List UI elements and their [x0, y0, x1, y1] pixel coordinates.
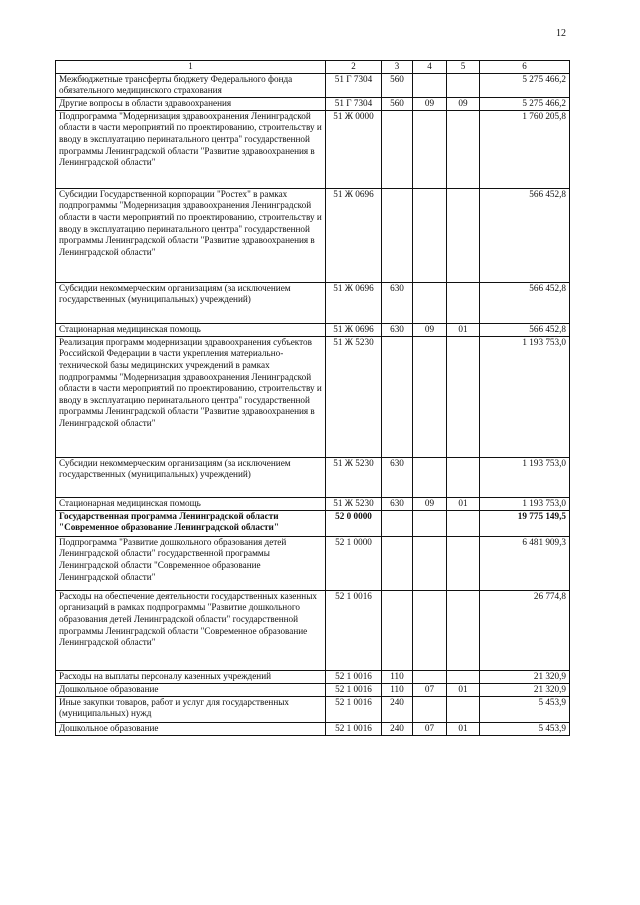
row-name: Расходы на выплаты персоналу казенных учреждений [56, 670, 326, 683]
table-row [56, 536, 570, 590]
row-section [413, 336, 447, 457]
row-expense-type: 240 [382, 722, 413, 735]
row-expense-type [382, 510, 413, 536]
row-amount: 5 275 466,2 [480, 73, 570, 97]
row-name: Субсидии Государственной корпорации "Ростех" в рамках подпрограммы "Модернизация здравоохранения Ленинградской области в части мероприятий по проектированию, строительству и вводу в эксплуатацию перинатального центра" государственной программы Ленинградской области "Развитие здравоохранения в Ленинградской области" [56, 188, 326, 282]
row-expense-type: 560 [382, 97, 413, 110]
row-section: 07 [413, 722, 447, 735]
row-subsection [447, 336, 480, 457]
row-section [413, 510, 447, 536]
row-code: 52 1 0016 [326, 683, 382, 696]
row-section [413, 282, 447, 323]
row-section [413, 670, 447, 683]
row-amount: 5 453,9 [480, 696, 570, 722]
row-subsection [447, 696, 480, 722]
row-name: Межбюджетные трансферты бюджету Федерального фонда обязательного медицинского страхования [56, 73, 326, 97]
row-section [413, 457, 447, 497]
row-code: 51 Ж 5230 [326, 336, 382, 457]
row-subsection [447, 457, 480, 497]
row-subsection: 09 [447, 97, 480, 110]
page-number: 12 [556, 28, 566, 39]
row-amount: 26 774,8 [480, 590, 570, 670]
row-name: Стационарная медицинская помощь [56, 323, 326, 336]
row-code: 51 Г 7304 [326, 73, 382, 97]
table-row [56, 282, 570, 323]
row-code: 51 Ж 5230 [326, 497, 382, 510]
row-subsection: 01 [447, 722, 480, 735]
row-subsection [447, 670, 480, 683]
table-row [56, 73, 570, 97]
table-row [56, 722, 570, 735]
row-expense-type: 560 [382, 73, 413, 97]
table-row [56, 696, 570, 722]
row-subsection [447, 590, 480, 670]
row-name: Государственная программа Ленинградской области "Современное образование Ленинградской области" [56, 510, 326, 536]
row-subsection [447, 510, 480, 536]
row-amount: 21 320,9 [480, 683, 570, 696]
row-name: Субсидии некоммерческим организациям (за исключением государственных (муниципальных) учреждений) [56, 282, 326, 323]
column-header: 1 [56, 61, 326, 74]
table-row [56, 336, 570, 457]
table-row [56, 497, 570, 510]
row-expense-type [382, 590, 413, 670]
row-amount: 1 193 753,0 [480, 497, 570, 510]
row-name: Субсидии некоммерческим организациям (за исключением государственных (муниципальных) учреждений) [56, 457, 326, 497]
row-subsection [447, 188, 480, 282]
row-section: 07 [413, 683, 447, 696]
row-code: 52 1 0016 [326, 722, 382, 735]
row-expense-type [382, 110, 413, 188]
table-row [56, 670, 570, 683]
row-name: Подпрограмма "Развитие дошкольного образования детей Ленинградской области" государственной программы Ленинградской области "Современное образование Ленинградской области" [56, 536, 326, 590]
table-row [56, 457, 570, 497]
row-name: Дошкольное образование [56, 683, 326, 696]
row-amount: 1 760 205,8 [480, 110, 570, 188]
row-subsection: 01 [447, 683, 480, 696]
row-subsection: 01 [447, 497, 480, 510]
table-row [56, 590, 570, 670]
row-expense-type: 630 [382, 323, 413, 336]
table-row [56, 510, 570, 536]
row-amount: 5 453,9 [480, 722, 570, 735]
row-section [413, 536, 447, 590]
row-name: Другие вопросы в области здравоохранения [56, 97, 326, 110]
column-header: 3 [382, 61, 413, 74]
row-expense-type [382, 536, 413, 590]
row-expense-type [382, 188, 413, 282]
row-code: 51 Ж 0696 [326, 323, 382, 336]
row-name: Подпрограмма "Модернизация здравоохранения Ленинградской области в части мероприятий по проектированию, строительству и вводу в эксплуатацию перинатального центра" государственной программы Ленинградской области "Развитие здравоохранения в Ленинградской области" [56, 110, 326, 188]
row-amount: 19 775 149,5 [480, 510, 570, 536]
row-amount: 566 452,8 [480, 188, 570, 282]
budget-table [55, 60, 570, 736]
column-header: 5 [447, 61, 480, 74]
row-code: 52 1 0016 [326, 590, 382, 670]
row-subsection [447, 282, 480, 323]
row-code: 52 1 0016 [326, 670, 382, 683]
header-row [56, 61, 570, 74]
row-section [413, 188, 447, 282]
column-header: 6 [480, 61, 570, 74]
table-row [56, 110, 570, 188]
row-code: 52 1 0000 [326, 536, 382, 590]
row-section [413, 590, 447, 670]
row-section [413, 73, 447, 97]
row-amount: 566 452,8 [480, 282, 570, 323]
row-section: 09 [413, 497, 447, 510]
row-section: 09 [413, 323, 447, 336]
row-code: 51 Ж 0696 [326, 188, 382, 282]
table-row [56, 323, 570, 336]
row-subsection [447, 536, 480, 590]
row-name: Дошкольное образование [56, 722, 326, 735]
row-expense-type: 630 [382, 282, 413, 323]
row-subsection [447, 73, 480, 97]
row-code: 51 Г 7304 [326, 97, 382, 110]
row-expense-type [382, 336, 413, 457]
row-amount: 6 481 909,3 [480, 536, 570, 590]
table-row [56, 683, 570, 696]
row-code: 51 Ж 0696 [326, 282, 382, 323]
table-row [56, 97, 570, 110]
row-amount: 1 193 753,0 [480, 457, 570, 497]
row-amount: 21 320,9 [480, 670, 570, 683]
row-expense-type: 630 [382, 497, 413, 510]
row-subsection [447, 110, 480, 188]
row-amount: 566 452,8 [480, 323, 570, 336]
column-header: 4 [413, 61, 447, 74]
row-subsection: 01 [447, 323, 480, 336]
row-expense-type: 110 [382, 683, 413, 696]
row-name: Иные закупки товаров, работ и услуг для государственных (муниципальных) нужд [56, 696, 326, 722]
row-code: 52 1 0016 [326, 696, 382, 722]
row-name: Реализация программ модернизации здравоохранения субъектов Российской Федерации в части укрепления материально-технической базы медицинских учреждений в рамках подпрограммы "Модернизация здравоохранения Ленинградской области в части мероприятий по проектированию, строительству и вводу в эксплуатацию перинатального центра" государственной программы Ленинградской области "Развитие здравоохранения в Ленинградской области" [56, 336, 326, 457]
row-amount: 1 193 753,0 [480, 336, 570, 457]
row-code: 51 Ж 0000 [326, 110, 382, 188]
row-name: Расходы на обеспечение деятельности государственных казенных организаций в рамках подпрограммы "Развитие дошкольного образования детей Ленинградской области" государственной программы Ленинградской области "Современное образование Ленинградской области" [56, 590, 326, 670]
row-code: 52 0 0000 [326, 510, 382, 536]
table-row [56, 188, 570, 282]
row-code: 51 Ж 5230 [326, 457, 382, 497]
row-amount: 5 275 466,2 [480, 97, 570, 110]
row-section [413, 696, 447, 722]
row-expense-type: 240 [382, 696, 413, 722]
column-header: 2 [326, 61, 382, 74]
row-expense-type: 110 [382, 670, 413, 683]
row-section [413, 110, 447, 188]
row-name: Стационарная медицинская помощь [56, 497, 326, 510]
row-expense-type: 630 [382, 457, 413, 497]
row-section: 09 [413, 97, 447, 110]
